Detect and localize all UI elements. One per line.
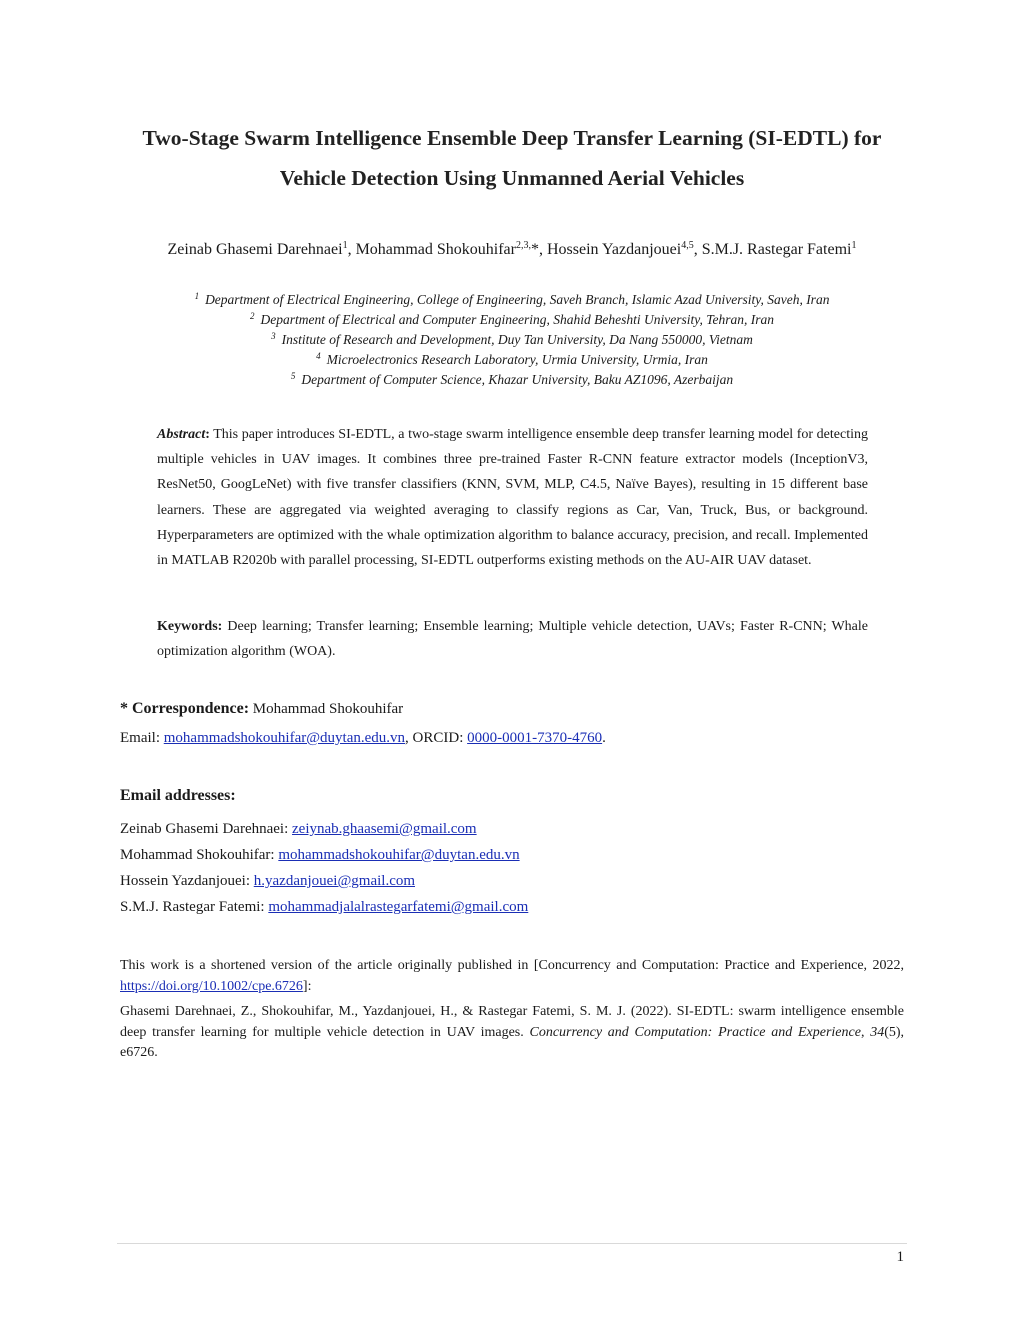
email-link[interactable]: mohammadshokouhifar@duytan.edu.vn: [278, 847, 520, 863]
correspondence-end: .: [602, 730, 606, 746]
author-name: Zeinab Ghasemi Darehnaei: [167, 241, 343, 258]
doi-link[interactable]: https://doi.org/10.1002/cpe.6726: [120, 978, 303, 994]
affiliation-item: [100, 310, 924, 330]
correspondence-email-link[interactable]: mohammadshokouhifar@duytan.edu.vn: [163, 730, 406, 746]
email-row-name: S.M.J. Rastegar Fatemi:: [120, 899, 269, 915]
author-separator: ,: [347, 241, 356, 258]
corresponding-mark: *: [530, 241, 539, 258]
abstract-label: Abstract: [157, 427, 206, 442]
affiliation-item: [100, 350, 924, 370]
affiliation-list: [100, 290, 924, 390]
email-row: [120, 868, 528, 894]
abstract: [157, 422, 868, 573]
page-number: 1: [896, 1249, 904, 1265]
author-affil-sup: 1: [342, 240, 348, 251]
email-row: [120, 894, 528, 920]
affiliation-item: [100, 370, 924, 390]
author-name: S.M.J. Rastegar Fatemi: [701, 241, 852, 258]
citation-journal: Concurrency and Computation: Practice and Experience: [529, 1024, 861, 1040]
author-affil-sup: 2,3,: [515, 240, 531, 251]
email-addresses-heading: Email addresses:: [120, 787, 236, 804]
email-link[interactable]: mohammadjalalrastegarfatemi@gmail.com: [268, 899, 529, 915]
affiliation-item: [100, 330, 924, 350]
correspondence: [120, 697, 910, 721]
author-name: Mohammad Shokouhifar: [355, 241, 516, 258]
abstract-text: This paper introduces SI-EDTL, a two-stage swarm intelligence ensemble deep transfer learning model for detecting multiple vehicles in UAV images. It combines three pre-trained Faster R-CNN feature extractor models (InceptionV3, ResNet50, GoogLeNet) with five transfer classifiers (KNN, SVM, MLP, C4.5, Naïve Bayes), resulting in 15 different base learners. These are aggregated via weighted averaging to classify regions as Car, Van, Truck, Bus, or background. Hyperparameters are optimized with the whale optimization algorithm to balance accuracy, precision, and recall. Implemented in MATLAB R2020b with parallel processing, SI-EDTL outperforms existing methods on the AU-AIR UAV dataset.: [157, 427, 868, 569]
title-line-2: Vehicle Detection Using Unmanned Aerial Vehicles: [279, 166, 745, 190]
author-affil-sup: 1: [851, 240, 857, 251]
author-separator: ,: [693, 241, 702, 258]
email-label: Email:: [120, 730, 164, 746]
affiliation-number: 1: [194, 291, 200, 301]
affiliation-text: Microelectronics Research Laboratory, Urmia University, Urmia, Iran: [326, 352, 708, 367]
author-name: Hossein Yazdanjouei: [546, 241, 682, 258]
publication-note: [120, 956, 904, 997]
affiliation-number: 5: [290, 371, 296, 381]
note-end: ]:: [302, 978, 312, 994]
email-row-name: Hossein Yazdanjouei:: [120, 873, 254, 889]
email-link[interactable]: zeiynab.ghaasemi@gmail.com: [292, 821, 477, 837]
keywords-text: Deep learning; Transfer learning; Ensemble learning; Multiple vehicle detection, UAVs; Faster R-CNN; Whale optimization algorithm (WOA).: [157, 619, 868, 660]
author-list: [60, 238, 964, 262]
affiliation-number: 3: [271, 331, 276, 341]
citation-volume: 34: [870, 1024, 885, 1040]
email-row: [120, 842, 528, 868]
affiliation-text: Department of Electrical and Computer Engineering, Shahid Beheshti University, Tehran, Iran: [260, 312, 775, 327]
correspondence-name: Mohammad Shokouhifar: [249, 701, 404, 717]
affiliation-text: Department of Computer Science, Khazar University, Baku AZ1096, Azerbaijan: [301, 372, 734, 387]
citation-comma: ,: [860, 1024, 871, 1040]
affiliation-text: Institute of Research and Development, Duy Tan University, Da Nang 550000, Vietnam: [281, 332, 753, 347]
keywords-label: Keywords:: [157, 619, 223, 634]
title-line-1: Two-Stage Swarm Intelligence Ensemble Deep Transfer Learning (SI-EDTL) for: [142, 126, 882, 150]
affiliation-number: 4: [316, 351, 321, 361]
correspondence-contact: [120, 726, 910, 750]
correspondence-label: * Correspondence:: [120, 700, 250, 717]
citation-issue-pages: (5), e6726.: [120, 1024, 905, 1060]
abstract-colon: :: [205, 427, 210, 442]
email-addresses-list: [120, 816, 528, 920]
footer-divider: [117, 1243, 907, 1244]
affiliation-number: 2: [249, 311, 255, 321]
affiliation-item: [100, 290, 924, 310]
email-row-name: Mohammad Shokouhifar:: [120, 847, 279, 863]
keywords: [157, 614, 868, 664]
orcid-label: , ORCID:: [405, 730, 468, 746]
email-row: [120, 816, 528, 842]
affiliation-text: Department of Electrical Engineering, College of Engineering, Saveh Branch, Islamic Azad University, Saveh, Iran: [205, 292, 830, 307]
note-text: This work is a shortened version of the article originally published in [Concurrency and Computation: Practice and Experience, 2022,: [120, 958, 904, 973]
author-affil-sup: 4,5: [681, 240, 694, 251]
citation: [120, 1002, 904, 1064]
citation-authors-title: Ghasemi Darehnaei, Z., Shokouhifar, M., Yazdanjouei, H., & Rastegar Fatemi, S. M. J. (2022). SI-EDTL: swarm intelligence ensemble deep transfer learning for multiple vehicle detection in UAV images.: [120, 1004, 904, 1040]
orcid-link[interactable]: 0000-0001-7370-4760: [467, 730, 603, 746]
author-separator: ,: [538, 241, 547, 258]
email-row-name: Zeinab Ghasemi Darehnaei:: [120, 821, 293, 837]
email-link[interactable]: h.yazdanjouei@gmail.com: [253, 873, 416, 889]
paper-title: [100, 118, 924, 198]
